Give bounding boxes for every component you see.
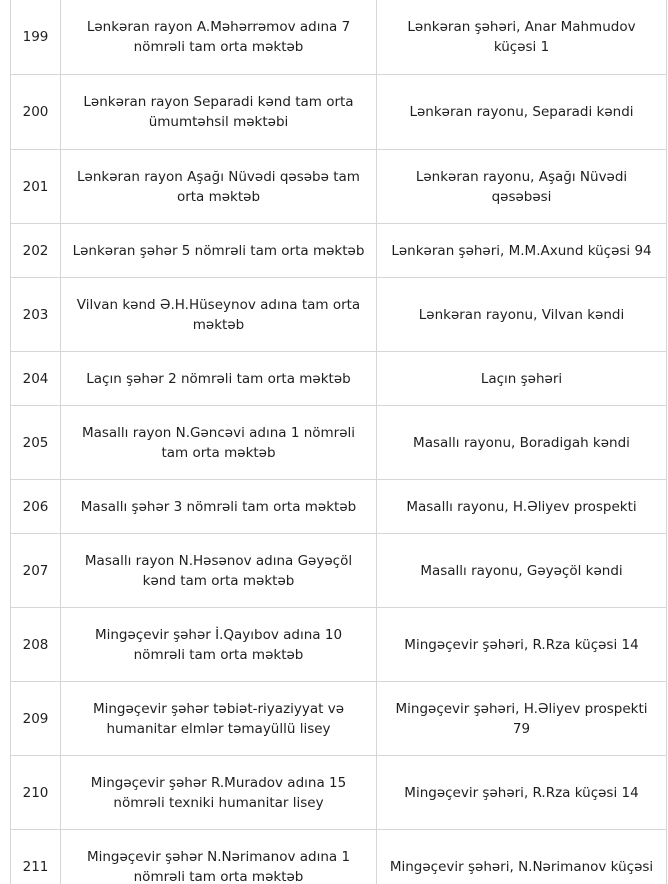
school-name: Lənkəran rayon A.Məhərrəmov adına 7 nömrəli tam orta məktəb <box>61 0 377 75</box>
table-row <box>11 608 667 682</box>
row-number: 200 <box>11 75 61 150</box>
school-address: Mingəçevir şəhəri, R.Rza küçəsi 14 <box>377 608 667 682</box>
school-name: Laçın şəhər 2 nömrəli tam orta məktəb <box>61 352 377 406</box>
row-number: 202 <box>11 224 61 278</box>
school-address: Laçın şəhəri <box>377 352 667 406</box>
school-name: Mingəçevir şəhər R.Muradov adına 15 nömrəli texniki humanitar lisey <box>61 756 377 830</box>
table-row <box>11 406 667 480</box>
school-address: Mingəçevir şəhəri, R.Rza küçəsi 14 <box>377 756 667 830</box>
school-address: Mingəçevir şəhəri, N.Nərimanov küçəsi <box>377 830 667 884</box>
school-name: Masallı şəhər 3 nömrəli tam orta məktəb <box>61 480 377 534</box>
table-row <box>11 756 667 830</box>
table-row <box>11 352 667 406</box>
school-name: Mingəçevir şəhər İ.Qayıbov adına 10 nömrəli tam orta məktəb <box>61 608 377 682</box>
table-row <box>11 150 667 224</box>
school-name: Lənkəran rayon Aşağı Nüvədi qəsəbə tam orta məktəb <box>61 150 377 224</box>
row-number: 210 <box>11 756 61 830</box>
row-number: 199 <box>11 0 61 75</box>
school-name: Masallı rayon N.Gəncəvi adına 1 nömrəli tam orta məktəb <box>61 406 377 480</box>
school-name: Masallı rayon N.Həsənov adına Gəyəçöl kənd tam orta məktəb <box>61 534 377 608</box>
school-name: Lənkəran şəhər 5 nömrəli tam orta məktəb <box>61 224 377 278</box>
row-number: 204 <box>11 352 61 406</box>
school-address: Lənkəran şəhəri, Anar Mahmudov küçəsi 1 <box>377 0 667 75</box>
table-row <box>11 534 667 608</box>
row-number: 201 <box>11 150 61 224</box>
school-address: Mingəçevir şəhəri, H.Əliyev prospekti 79 <box>377 682 667 756</box>
table-row <box>11 0 667 75</box>
row-number: 203 <box>11 278 61 352</box>
table-row <box>11 682 667 756</box>
schools-table <box>10 0 667 884</box>
row-number: 205 <box>11 406 61 480</box>
row-number: 207 <box>11 534 61 608</box>
school-name: Mingəçevir şəhər N.Nərimanov adına 1 nömrəli tam orta məktəb <box>61 830 377 884</box>
school-address: Masallı rayonu, Gəyəçöl kəndi <box>377 534 667 608</box>
table-row <box>11 75 667 150</box>
table-row <box>11 224 667 278</box>
table-row <box>11 830 667 884</box>
school-address: Lənkəran şəhəri, M.M.Axund küçəsi 94 <box>377 224 667 278</box>
row-number: 211 <box>11 830 61 884</box>
school-name: Vilvan kənd Ə.H.Hüseynov adına tam orta məktəb <box>61 278 377 352</box>
school-address: Masallı rayonu, Boradigah kəndi <box>377 406 667 480</box>
school-name: Lənkəran rayon Separadi kənd tam orta ümumtəhsil məktəbi <box>61 75 377 150</box>
school-name: Mingəçevir şəhər təbiət-riyaziyyat və humanitar elmlər təmayüllü lisey <box>61 682 377 756</box>
school-address: Lənkəran rayonu, Separadi kəndi <box>377 75 667 150</box>
table-row <box>11 480 667 534</box>
school-address: Masallı rayonu, H.Əliyev prospekti <box>377 480 667 534</box>
row-number: 209 <box>11 682 61 756</box>
school-address: Lənkəran rayonu, Aşağı Nüvədi qəsəbəsi <box>377 150 667 224</box>
school-address: Lənkəran rayonu, Vilvan kəndi <box>377 278 667 352</box>
row-number: 208 <box>11 608 61 682</box>
row-number: 206 <box>11 480 61 534</box>
table-row <box>11 278 667 352</box>
